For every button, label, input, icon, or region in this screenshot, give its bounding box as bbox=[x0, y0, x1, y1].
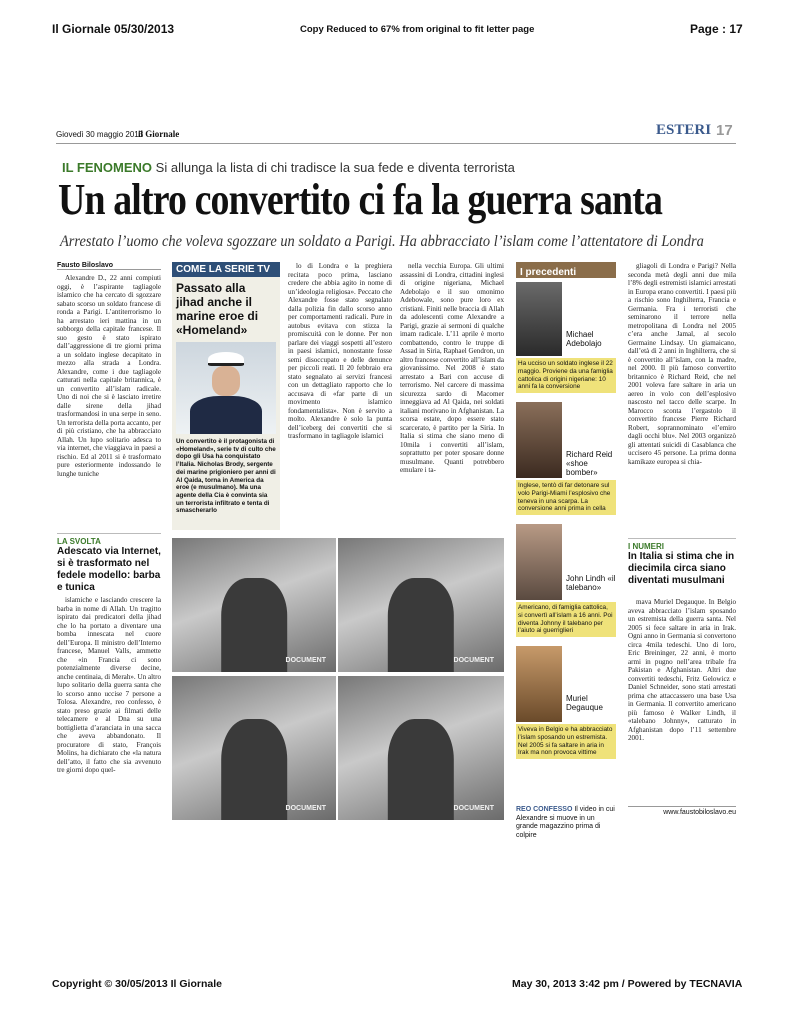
marine-uniform bbox=[190, 396, 262, 434]
precedente-4-name: Muriel Degauque bbox=[566, 694, 603, 712]
folio-paper: il Giornale bbox=[138, 129, 180, 139]
subhead: Arrestato l’uomo che voleva sgozzare un soldato a Parigi. Ha abbracciato l’islam come l’attentatore di Londra bbox=[60, 233, 704, 250]
folio-section: ESTERI bbox=[656, 122, 712, 138]
serie-label: COME LA SERIE TV bbox=[172, 262, 280, 277]
header-left: Il Giornale 05/30/2013 bbox=[52, 22, 175, 36]
precedente-4 bbox=[516, 646, 616, 764]
precedente-4-caption: Viveva in Belgio e ha abbracciato l’islam sposando un estremista. Nel 2005 si fa saltare in aria in Irak ma non provoca vittime bbox=[516, 724, 616, 759]
article-col2: lo di Londra e la preghiera recitata poco prima, lasciano credere che abbia agito in nome di un’ideologia religiosa». Peccato che Alexandre fosse stato segnalato dalla polizia fin dallo scorso anno per comportamenti radicali. Pure in autobus evitava con stizza la promiscuità con le donne. Per non parlare dei viaggi sospetti all’estero in paesi islamici, nonostante fosse semi disoccupato e delle denunce per piccoli reati. Il 20 febbraio era stato segnalato ai servizi francesi con un dettagliato rapporto che lo accusava di «far parte di un movimento islamico fondamentalista». Non è servito a molto. Alexandre è solo la punta dell’iceberg dei convertiti che si trasformano in tagliagole islamici bbox=[288, 262, 392, 440]
precedente-1-caption: Ha ucciso un soldato inglese il 22 maggio. Proviene da una famiglia cattolica di origini nigeriane: 10 anni fa la conversione bbox=[516, 358, 616, 393]
lindh-photo bbox=[516, 524, 562, 600]
degauque-photo bbox=[516, 646, 562, 722]
precedente-1-name: Michael Adebolajo bbox=[566, 330, 602, 348]
cctv-photo-1: DOCUMENT bbox=[172, 538, 336, 672]
headline: Un altro convertito ci fa la guerra santa bbox=[58, 175, 663, 224]
marine-face bbox=[212, 366, 240, 396]
header-right: Page : 17 bbox=[690, 22, 743, 36]
cctv-photo-2: DOCUMENT bbox=[338, 538, 504, 672]
article-col1b: islamiche e lasciando crescere la barba in nome di Allah. Un tragitto ispirato dai predicatori della jihad che lo ha portato a diventare una bomba innescata nel cuore dell’Europa. Il ministro dell’Interno francese, Manuel Valls, ammette che «in Francia ci sono potenzialmente diverse decine, anche centinaia, di Merah». Un altro lupo solitario della guerra santa che lo scorso anno uccise 7 persone a Tolosa. Alexandre, reo confesso, è stato preso grazie ai filmati delle telecamere e al Dna su una bottiglietta d’aranciata in una sacca che aveva abbandonato. Il procuratore di stato, François Molins, ha dichiarato che «la natura dell’atto, il fatto che sia avvenuto tre giorni dopo quel- bbox=[57, 596, 161, 774]
kicker-text: Si allunga la lista di chi tradisce la sua fede e diventa terrorista bbox=[155, 160, 515, 175]
website: www.faustobiloslavo.eu bbox=[628, 806, 736, 816]
svolta-title: Adescato via Internet, si è trasformato nel fedele modello: barba e tunica bbox=[57, 546, 161, 593]
precedente-3-name: John Lindh «il talebano» bbox=[566, 574, 616, 592]
cctv-photo-3: DOCUMENT bbox=[172, 676, 336, 820]
precedente-2-name: Richard Reid «shoe bomber» bbox=[566, 450, 613, 477]
article-col5: gliagoli di Londra e Parigi? Nella seconda metà degli anni due mila l’8% degli estremisti islamici arrestati in Europa erano convertiti. I paesi più a rischio sono Inghilterra, Francia e Germania. Fra i terroristi che seminarono il terrore nella metropolitana di Londra nel 2005 c’era anche Jamal, al secolo Germaine Lindsay. Un giamaicano, dall’età di 2 anni in Inghilterra, che si è convertito all’islam, con la madre, nel 2000. Il più famoso convertito britannico è Richard Reid, che nel 2001 voleva fare saltare in aria un aereo in volo con dell’esplosivo nascosto nel tacco delle scarpe. In Marocco sconta l’ergastolo il convertito francese Pierre Richard Robert, soprannominato «l’emiro dagli occhi blu». Nel 2003 organizzò gli attentati suicidi di Casablanca che uccisero 45 persone. La prima donna kamikaze europea si chia- bbox=[628, 262, 736, 466]
folio-date: Giovedì 30 maggio 2013 bbox=[56, 130, 144, 139]
precedente-1 bbox=[516, 282, 616, 400]
byline: Fausto Biloslavo bbox=[57, 262, 161, 270]
svolta-box bbox=[57, 533, 161, 594]
footer-right: May 30, 2013 3:42 pm / Powered by TECNAVIA bbox=[512, 978, 743, 990]
svolta-label: LA SVOLTA bbox=[57, 537, 101, 546]
marine-cap bbox=[208, 352, 244, 366]
numeri-label: I NUMERI bbox=[628, 542, 664, 551]
precedente-3-caption: Americano, di famiglia cattolica, si convertì all’islam a 16 anni. Poi diventa Johnny il talebano per l’aiuto ai guerriglieri bbox=[516, 602, 616, 637]
article-col1: Alexandre D., 22 anni compiuti oggi, è l’aspirante tagliagole islamico che ha cercato di sgozzare sabato scorso un soldato francese di ronda a Parigi. L’antiterrorismo lo ha arrestato ieri mattina in un sobborgo della capitale francese. Il suo gesto è stato ispirato dall’aggressione di tre giorni prima a un soldato inglese decapitato in mezzo alla strada a Londra. Alexandre, come i due tagliagole catturati nella capitale britannica, è un convertito all’islam radicale. Uno di noi che si è lasciato irretire dalle sirene della jihad trasformandosi in una serpe in seno. Un terrorista della porta accanto, per di più cristiano, che ha abbracciato Allah. Un lupo solitario adesca to via internet, che viaggiava in paesi a rischio. Ed al 2011 si è trasformato pure esteriormente indossando le lunghe tuniche bbox=[57, 274, 161, 478]
cctv-photo-4: DOCUMENT bbox=[338, 676, 504, 820]
footer-left: Copyright © 30/05/2013 Il Giornale bbox=[52, 978, 222, 990]
serie-title: Passato alla jihad anche il marine eroe di «Homeland» bbox=[176, 281, 259, 337]
precedente-2 bbox=[516, 402, 616, 520]
article-col5b: mava Muriel Degauque. In Belgio aveva abbracciato l’islam sposando un estremista della guerra santa. Nel 2005 si fece saltare in aria in Irak. Ogni anno in Germania si convertono circa 4mila tedeschi. Uno di loro, Eric Breininger, 22 anni, è morto armi in pugno nell’area tribale fra Pakistan e Afghanistan. Altri due convertiti tedeschi, Fritz Gelowicz e Daniel Schneider, sono stati arrestati prima che attaccassero una base Usa in Germania. Il convertito americano più famoso è Walker Lindh, il «talebano Johnny», catturato in Afghanistan dopo l’11 settembre 2001. bbox=[628, 598, 736, 742]
kicker bbox=[62, 160, 515, 175]
precedente-2-caption: Inglese, tentò di far detonare sul volo Parigi-Miami l’esplosivo che teneva in una scarpa. La conversione anni prima in cella bbox=[516, 480, 616, 515]
reid-photo bbox=[516, 402, 562, 478]
precedenti-label: I precedenti bbox=[520, 267, 577, 278]
kicker-label: IL FENOMENO bbox=[62, 160, 153, 175]
folio-page: 17 bbox=[716, 122, 733, 139]
reo-text: Il video in cui Alexandre si muove in un grande magazzino prima di colpire bbox=[516, 806, 615, 839]
precedente-3 bbox=[516, 524, 616, 642]
reo-label: REO CONFESSO bbox=[516, 806, 573, 813]
article-col3: nella vecchia Europa. Gli ultimi assassini di Londra, cittadini inglesi di origine nigeriana, Michael Adebolajo e il suo omonimo Adebowale, sono pure loro ex cristiani. Finiti nelle braccia di Allah da adolescenti come Alexandre a Parigi, grazie ai sermoni di qualche imam radicale. L’11 aprile è morto combattendo, contro le truppe di Assad in Siria, Raphael Gendron, un altro francese convertito all’islam da giovanissimo. Nel 2008 è stato arrestato a Bari con accuse di terrorismo. Nel carcere di massima sicurezza sardo di Macomer inneggiava ad Al Qaida, nei soldati italiani morivano in Afghanistan. La scorsa estate, dopo essere stato scarcerato, è partito per la Siria. In Italia si stima che siano meno di 10mila i convertiti all’islam, soprattutto per poter sposare donne musulmane. Quanti potrebbero emulare i ta- bbox=[400, 262, 504, 474]
precedenti-header bbox=[516, 262, 616, 278]
homeland-photo bbox=[176, 342, 276, 434]
serie-caption: Un convertito è il protagonista di «Homeland», serie tv di culto che dopo gli Usa ha conquistato l’Italia. Nicholas Brody, sergente dei marine prigioniero per anni di Al Qaida, torna in America da eroe (e musulmano). Ma una agente della Cia è convinta sia un terrorista infiltrato e tenta di smascherarlo bbox=[176, 438, 276, 515]
folio-bar bbox=[56, 122, 736, 144]
adebolajo-photo bbox=[516, 282, 562, 356]
serie-box bbox=[172, 262, 280, 530]
numeri-box bbox=[628, 538, 736, 587]
numeri-title: In Italia si stima che in diecimila circa siano diventati musulmani bbox=[628, 551, 735, 586]
reo-caption bbox=[516, 806, 616, 840]
header-center: Copy Reduced to 67% from original to fit letter page bbox=[300, 24, 535, 35]
